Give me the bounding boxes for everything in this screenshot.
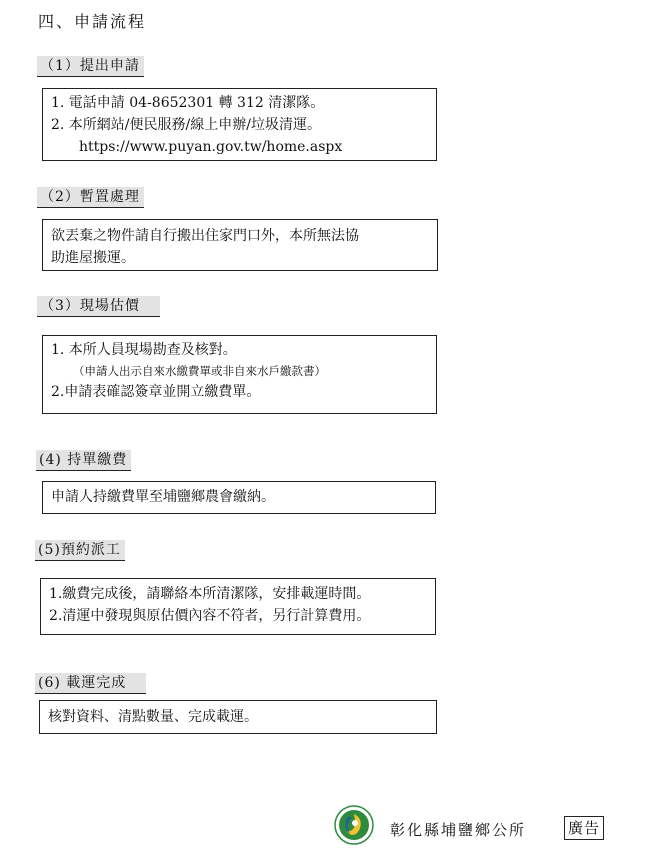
- step-6-label: (6) 載運完成: [35, 673, 146, 694]
- step-2-box: [42, 219, 438, 271]
- section-heading: 四、申請流程: [38, 12, 147, 31]
- step-3-line-2: 2.申請表確認簽章並開立繳費單。: [51, 384, 261, 400]
- step-1-label: （1）提出申請: [37, 56, 144, 77]
- step-1-box: [42, 88, 437, 161]
- step-6-box: [39, 700, 437, 734]
- step-6-line-1: 核對資料、清點數量、完成載運。: [48, 709, 258, 725]
- step-4-box: [42, 481, 436, 514]
- step-3-box: [42, 335, 437, 414]
- step-1-line-1: 1. 電話申請 04-8652301 轉 312 清潔隊。: [51, 95, 325, 111]
- step-3-line-1: 1. 本所人員現場勘查及核對。: [51, 342, 237, 358]
- step-2-label: （2）暫置處理: [37, 187, 144, 208]
- step-5-line-1: 1.繳費完成後，請聯絡本所清潔隊，安排載運時間。: [49, 586, 371, 602]
- step-4-line-1: 申請人持繳費單至埔鹽鄉農會繳納。: [51, 489, 275, 505]
- step-5-box: [40, 578, 436, 635]
- township-emblem-icon: [334, 805, 374, 845]
- ad-tag: 廣告: [564, 816, 604, 840]
- step-4-label: (4) 持單繳費: [36, 450, 131, 471]
- step-1-line-2: 2. 本所網站/便民服務/線上申辦/垃圾清運。: [51, 117, 321, 133]
- agency-name: 彰化縣埔鹽鄉公所: [390, 821, 527, 839]
- step-2-line-1: 欲丟棄之物件請自行搬出住家門口外，本所無法協: [51, 228, 359, 244]
- step-5-label: (5)預約派工: [35, 540, 125, 561]
- website-url[interactable]: https://www.puyan.gov.tw/home.aspx: [79, 139, 343, 155]
- step-2-line-2: 助進屋搬運。: [51, 250, 135, 266]
- step-3-note: （申請人出示自來水繳費單或非自來水戶繳款書）: [73, 364, 326, 378]
- step-3-label: （3）現場估價: [37, 296, 160, 317]
- step-5-line-2: 2.清運中發現與原估價內容不符者，另行計算費用。: [49, 608, 371, 624]
- footer: [334, 805, 614, 849]
